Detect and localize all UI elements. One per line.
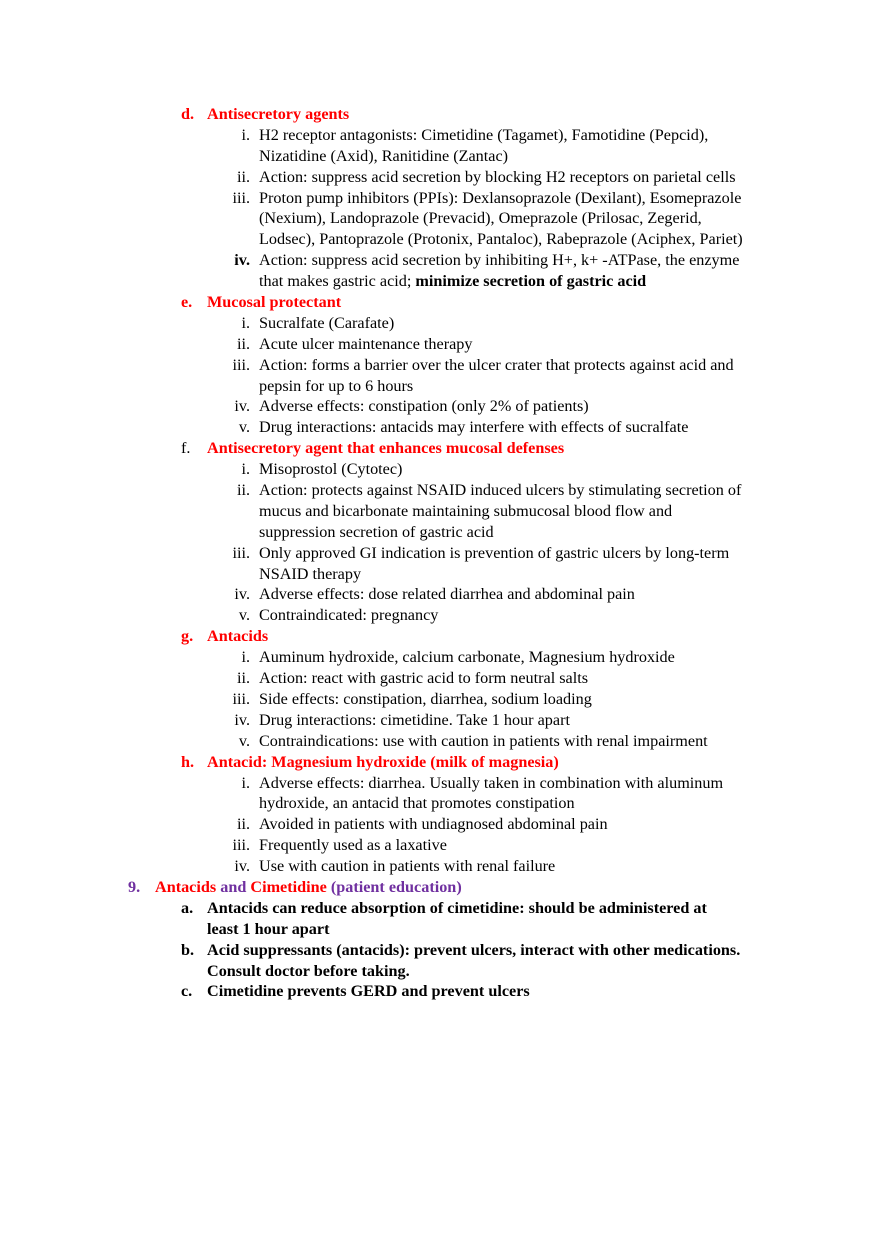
list-item-continuation bbox=[0, 793, 880, 814]
item-text bbox=[259, 459, 402, 480]
list-marker: 9. bbox=[128, 877, 141, 896]
list-item bbox=[0, 689, 880, 710]
item-text bbox=[259, 167, 736, 188]
roman-marker: i. bbox=[241, 313, 250, 332]
list-marker: g. bbox=[181, 627, 194, 646]
text-run: Avoided in patients with undiagnosed abdominal pain bbox=[259, 815, 608, 834]
outline-heading bbox=[0, 877, 880, 898]
list-item bbox=[0, 396, 880, 417]
outline-heading bbox=[0, 438, 880, 459]
item-text bbox=[259, 188, 741, 209]
text-run: Side effects: constipation, diarrhea, sodium loading bbox=[259, 689, 592, 708]
roman-marker: iii. bbox=[232, 689, 250, 708]
text-run: Antisecretory agents bbox=[207, 105, 350, 123]
item-text bbox=[259, 417, 688, 438]
list-item bbox=[0, 334, 880, 355]
text-run: suppression secretion of gastric acid bbox=[259, 522, 494, 541]
text-run: and bbox=[216, 877, 251, 896]
list-item-continuation bbox=[0, 229, 880, 250]
list-marker: h. bbox=[181, 752, 195, 771]
roman-marker: iii. bbox=[232, 543, 250, 562]
roman-marker: iii. bbox=[232, 188, 250, 207]
text-run: least 1 hour apart bbox=[207, 919, 330, 938]
list-item-continuation bbox=[0, 522, 880, 543]
text-run: Antacid: Magnesium hydroxide (milk of magnesia) bbox=[207, 752, 559, 771]
list-item-continuation bbox=[0, 501, 880, 522]
text-run: Frequently used as a laxative bbox=[259, 836, 447, 855]
list-item bbox=[0, 250, 880, 271]
list-item bbox=[0, 647, 880, 668]
list-item bbox=[0, 167, 880, 188]
roman-marker: iv. bbox=[234, 585, 250, 604]
list-item bbox=[0, 584, 880, 605]
roman-marker: i. bbox=[241, 460, 250, 479]
roman-marker: i. bbox=[241, 648, 250, 667]
list-item bbox=[0, 125, 880, 146]
list-item bbox=[0, 731, 880, 752]
text-run: Action: suppress acid secretion by inhibiting H+, k+ -ATPase, the enzyme bbox=[259, 251, 740, 270]
list-item-continuation bbox=[0, 376, 880, 397]
item-text bbox=[259, 355, 734, 376]
text-run: Only approved GI indication is prevention of gastric ulcers by long-term bbox=[259, 543, 730, 562]
text-run: Misoprostol (Cytotec) bbox=[259, 460, 403, 479]
roman-marker: ii. bbox=[236, 481, 250, 500]
item-text bbox=[259, 793, 575, 814]
text-run: NSAID therapy bbox=[259, 564, 362, 583]
item-text bbox=[259, 647, 675, 668]
list-item bbox=[0, 773, 880, 794]
outline-heading bbox=[0, 940, 880, 961]
list-marker: b. bbox=[181, 940, 195, 959]
item-text bbox=[259, 146, 508, 167]
list-item bbox=[0, 459, 880, 480]
roman-marker: i. bbox=[241, 773, 250, 792]
item-text bbox=[259, 250, 739, 271]
item-text bbox=[259, 208, 702, 229]
text-run: Adverse effects: constipation (only 2% of patients) bbox=[259, 397, 589, 416]
item-text bbox=[259, 313, 394, 334]
list-item bbox=[0, 856, 880, 877]
text-run: minimize secretion of gastric acid bbox=[415, 272, 647, 291]
text-run: Adverse effects: diarrhea. Usually taken in combination with aluminum bbox=[259, 773, 724, 792]
text-run: Use with caution in patients with renal failure bbox=[259, 857, 556, 876]
item-text bbox=[259, 522, 494, 543]
item-text bbox=[259, 668, 588, 689]
heading-text bbox=[207, 898, 707, 919]
heading-continuation bbox=[0, 919, 880, 940]
roman-marker: i. bbox=[241, 125, 250, 144]
item-text bbox=[259, 501, 672, 522]
outline-heading bbox=[0, 752, 880, 773]
item-text bbox=[259, 773, 723, 794]
text-run: Action: forms a barrier over the ulcer crater that protects against acid and bbox=[259, 355, 734, 374]
text-run: hydroxide, an antacid that promotes constipation bbox=[259, 794, 575, 813]
text-run: mucus and bicarbonate maintaining submucosal blood flow and bbox=[259, 501, 673, 520]
heading-text bbox=[207, 981, 530, 1002]
document-page bbox=[0, 104, 880, 1002]
list-item bbox=[0, 814, 880, 835]
roman-marker: v. bbox=[238, 731, 250, 750]
roman-marker: iv. bbox=[234, 710, 250, 729]
text-run: Cimetidine prevents GERD and prevent ulcers bbox=[207, 982, 530, 1001]
item-text bbox=[259, 271, 646, 292]
list-marker: d. bbox=[181, 105, 195, 123]
heading-text bbox=[207, 438, 564, 459]
list-marker: a. bbox=[181, 898, 194, 917]
text-run: Mucosal protectant bbox=[207, 293, 342, 312]
outline-heading bbox=[0, 626, 880, 647]
list-item bbox=[0, 355, 880, 376]
text-run: Contraindications: use with caution in patients with renal impairment bbox=[259, 731, 708, 750]
heading-text bbox=[207, 292, 341, 313]
text-run: Antacids can reduce absorption of cimetidine: should be administered at bbox=[207, 898, 707, 917]
item-text bbox=[259, 814, 608, 835]
roman-marker: iii. bbox=[232, 355, 250, 374]
list-item-continuation bbox=[0, 146, 880, 167]
item-text bbox=[259, 480, 741, 501]
item-text bbox=[259, 689, 592, 710]
item-text bbox=[259, 835, 447, 856]
text-run: H2 receptor antagonists: Cimetidine (Tagamet), Famotidine (Pepcid), bbox=[259, 125, 709, 144]
text-run: Cimetidine bbox=[250, 877, 327, 896]
heading-text bbox=[207, 961, 410, 982]
text-run: (Nexium), Landoprazole (Prevacid), Omeprazole (Prilosac, Zegerid, bbox=[259, 209, 702, 228]
roman-marker: ii. bbox=[236, 334, 250, 353]
text-run: Antacids bbox=[155, 877, 217, 896]
item-text bbox=[259, 334, 472, 355]
item-text bbox=[259, 731, 708, 752]
item-text bbox=[259, 543, 729, 564]
text-run: Sucralfate (Carafate) bbox=[259, 313, 395, 332]
heading-text bbox=[207, 752, 559, 773]
heading-text bbox=[207, 626, 268, 647]
heading-text bbox=[207, 104, 349, 125]
heading-continuation bbox=[0, 961, 880, 982]
text-run: Lodsec), Pantoprazole (Protonix, Pantaloc), Rabeprazole (Aciphex, Pariet) bbox=[259, 230, 743, 249]
text-run: Antacids bbox=[207, 627, 269, 646]
list-item bbox=[0, 605, 880, 626]
outline-heading bbox=[0, 981, 880, 1002]
text-run: (patient education) bbox=[326, 877, 462, 896]
heading-text bbox=[155, 877, 462, 898]
item-text bbox=[259, 584, 635, 605]
text-run: Proton pump inhibitors (PPIs): Dexlansoprazole (Dexilant), Esomeprazole bbox=[259, 188, 742, 207]
text-run: that makes gastric acid; bbox=[259, 272, 416, 291]
roman-marker: ii. bbox=[236, 815, 250, 834]
list-item-continuation bbox=[0, 208, 880, 229]
roman-marker: iv. bbox=[234, 857, 250, 876]
text-run: Auminum hydroxide, calcium carbonate, Magnesium hydroxide bbox=[259, 648, 675, 667]
roman-marker: ii. bbox=[236, 669, 250, 688]
list-item-continuation bbox=[0, 271, 880, 292]
text-run: Acid suppressants (antacids): prevent ulcers, interact with other medications. bbox=[207, 940, 741, 959]
item-text bbox=[259, 856, 555, 877]
roman-marker: iii. bbox=[232, 836, 250, 855]
roman-marker: v. bbox=[238, 606, 250, 625]
item-text bbox=[259, 605, 438, 626]
item-text bbox=[259, 125, 708, 146]
item-text bbox=[259, 229, 743, 250]
heading-text bbox=[207, 940, 740, 961]
list-item bbox=[0, 668, 880, 689]
list-item-continuation bbox=[0, 564, 880, 585]
text-run: Adverse effects: dose related diarrhea and abdominal pain bbox=[259, 585, 635, 604]
item-text bbox=[259, 710, 570, 731]
list-marker: f. bbox=[181, 439, 191, 458]
list-item bbox=[0, 543, 880, 564]
text-run: Action: react with gastric acid to form neutral salts bbox=[259, 669, 589, 688]
item-text bbox=[259, 564, 361, 585]
roman-marker: v. bbox=[238, 418, 250, 437]
outline-heading bbox=[0, 104, 880, 125]
text-run: Drug interactions: antacids may interfere with effects of sucralfate bbox=[259, 418, 689, 437]
list-item bbox=[0, 710, 880, 731]
list-item bbox=[0, 188, 880, 209]
text-run: pepsin for up to 6 hours bbox=[259, 376, 414, 395]
text-run: Nizatidine (Axid), Ranitidine (Zantac) bbox=[259, 146, 509, 165]
list-item bbox=[0, 417, 880, 438]
text-run: Action: protects against NSAID induced ulcers by stimulating secretion of bbox=[259, 481, 742, 500]
outline-heading bbox=[0, 292, 880, 313]
list-marker: e. bbox=[181, 293, 193, 312]
list-item bbox=[0, 480, 880, 501]
heading-text bbox=[207, 919, 329, 940]
roman-marker: iv. bbox=[234, 397, 250, 416]
text-run: Contraindicated: pregnancy bbox=[259, 606, 439, 625]
list-marker: c. bbox=[181, 982, 193, 1001]
list-item bbox=[0, 835, 880, 856]
text-run: Acute ulcer maintenance therapy bbox=[259, 334, 473, 353]
roman-marker: ii. bbox=[236, 167, 250, 186]
outline-heading bbox=[0, 898, 880, 919]
roman-marker: iv. bbox=[234, 251, 250, 270]
text-run: Action: suppress acid secretion by blocking H2 receptors on parietal cells bbox=[259, 167, 736, 186]
text-run: Antisecretory agent that enhances mucosal defenses bbox=[207, 439, 565, 458]
item-text bbox=[259, 376, 413, 397]
text-run: Drug interactions: cimetidine. Take 1 hour apart bbox=[259, 710, 570, 729]
item-text bbox=[259, 396, 589, 417]
list-item bbox=[0, 313, 880, 334]
text-run: Consult doctor before taking. bbox=[207, 961, 410, 980]
